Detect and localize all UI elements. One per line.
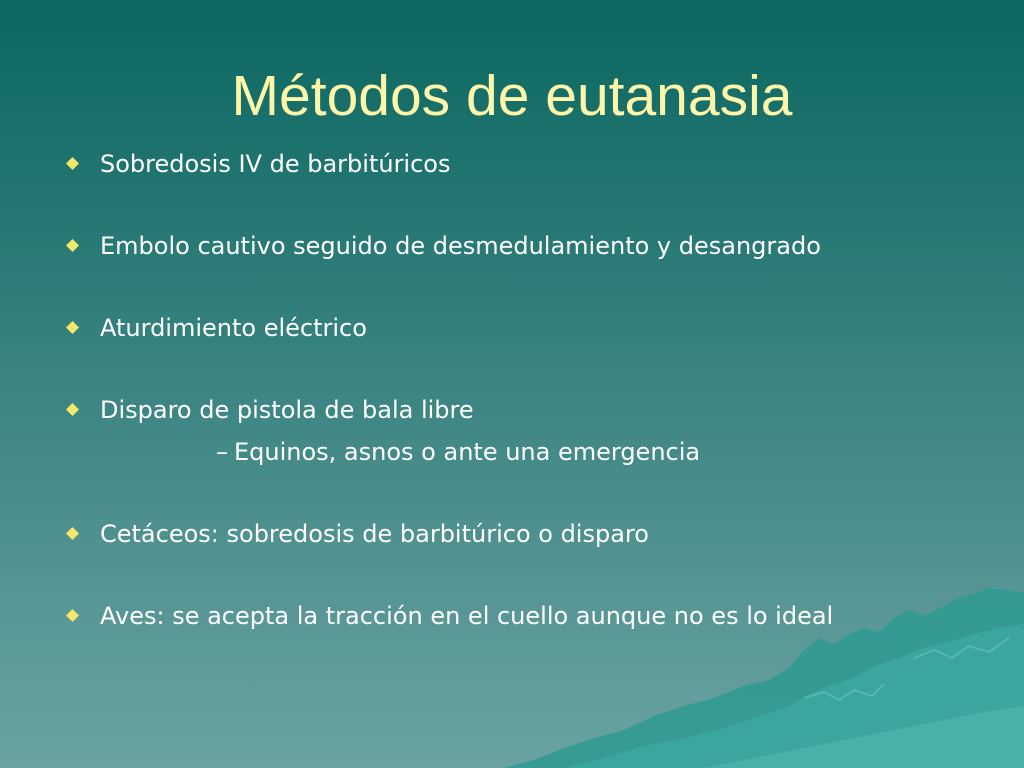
bullet-item <box>60 311 960 345</box>
diamond-bullet-icon <box>66 403 79 416</box>
bullet-text: Aturdimiento eléctrico <box>100 314 367 342</box>
slide-title: Métodos de eutanasia <box>231 64 793 128</box>
sub-bullet-dash: – <box>216 438 228 466</box>
diamond-bullet-icon <box>66 239 79 252</box>
sub-bullet-item <box>216 435 700 469</box>
bullet-text: Aves: se acepta la tracción en el cuello aunque no es lo ideal <box>100 602 834 630</box>
sub-bullet-text: Equinos, asnos o ante una emergencia <box>234 438 701 466</box>
bullet-text: Disparo de pistola de bala libre <box>100 396 474 424</box>
bullet-item <box>60 229 960 263</box>
bullet-text: Embolo cautivo seguido de desmedulamiento y desangrado <box>100 232 821 260</box>
diamond-bullet-icon <box>66 609 79 622</box>
bullet-text: Sobredosis IV de barbitúricos <box>100 150 451 178</box>
diamond-bullet-icon <box>66 321 79 334</box>
bullet-item <box>60 147 960 181</box>
diamond-bullet-icon <box>66 157 79 170</box>
bullet-item <box>60 517 960 551</box>
bullet-text: Cetáceos: sobredosis de barbitúrico o disparo <box>100 520 649 548</box>
bullet-item <box>60 393 960 427</box>
wave-decoration <box>504 588 1024 768</box>
diamond-bullet-icon <box>66 527 79 540</box>
